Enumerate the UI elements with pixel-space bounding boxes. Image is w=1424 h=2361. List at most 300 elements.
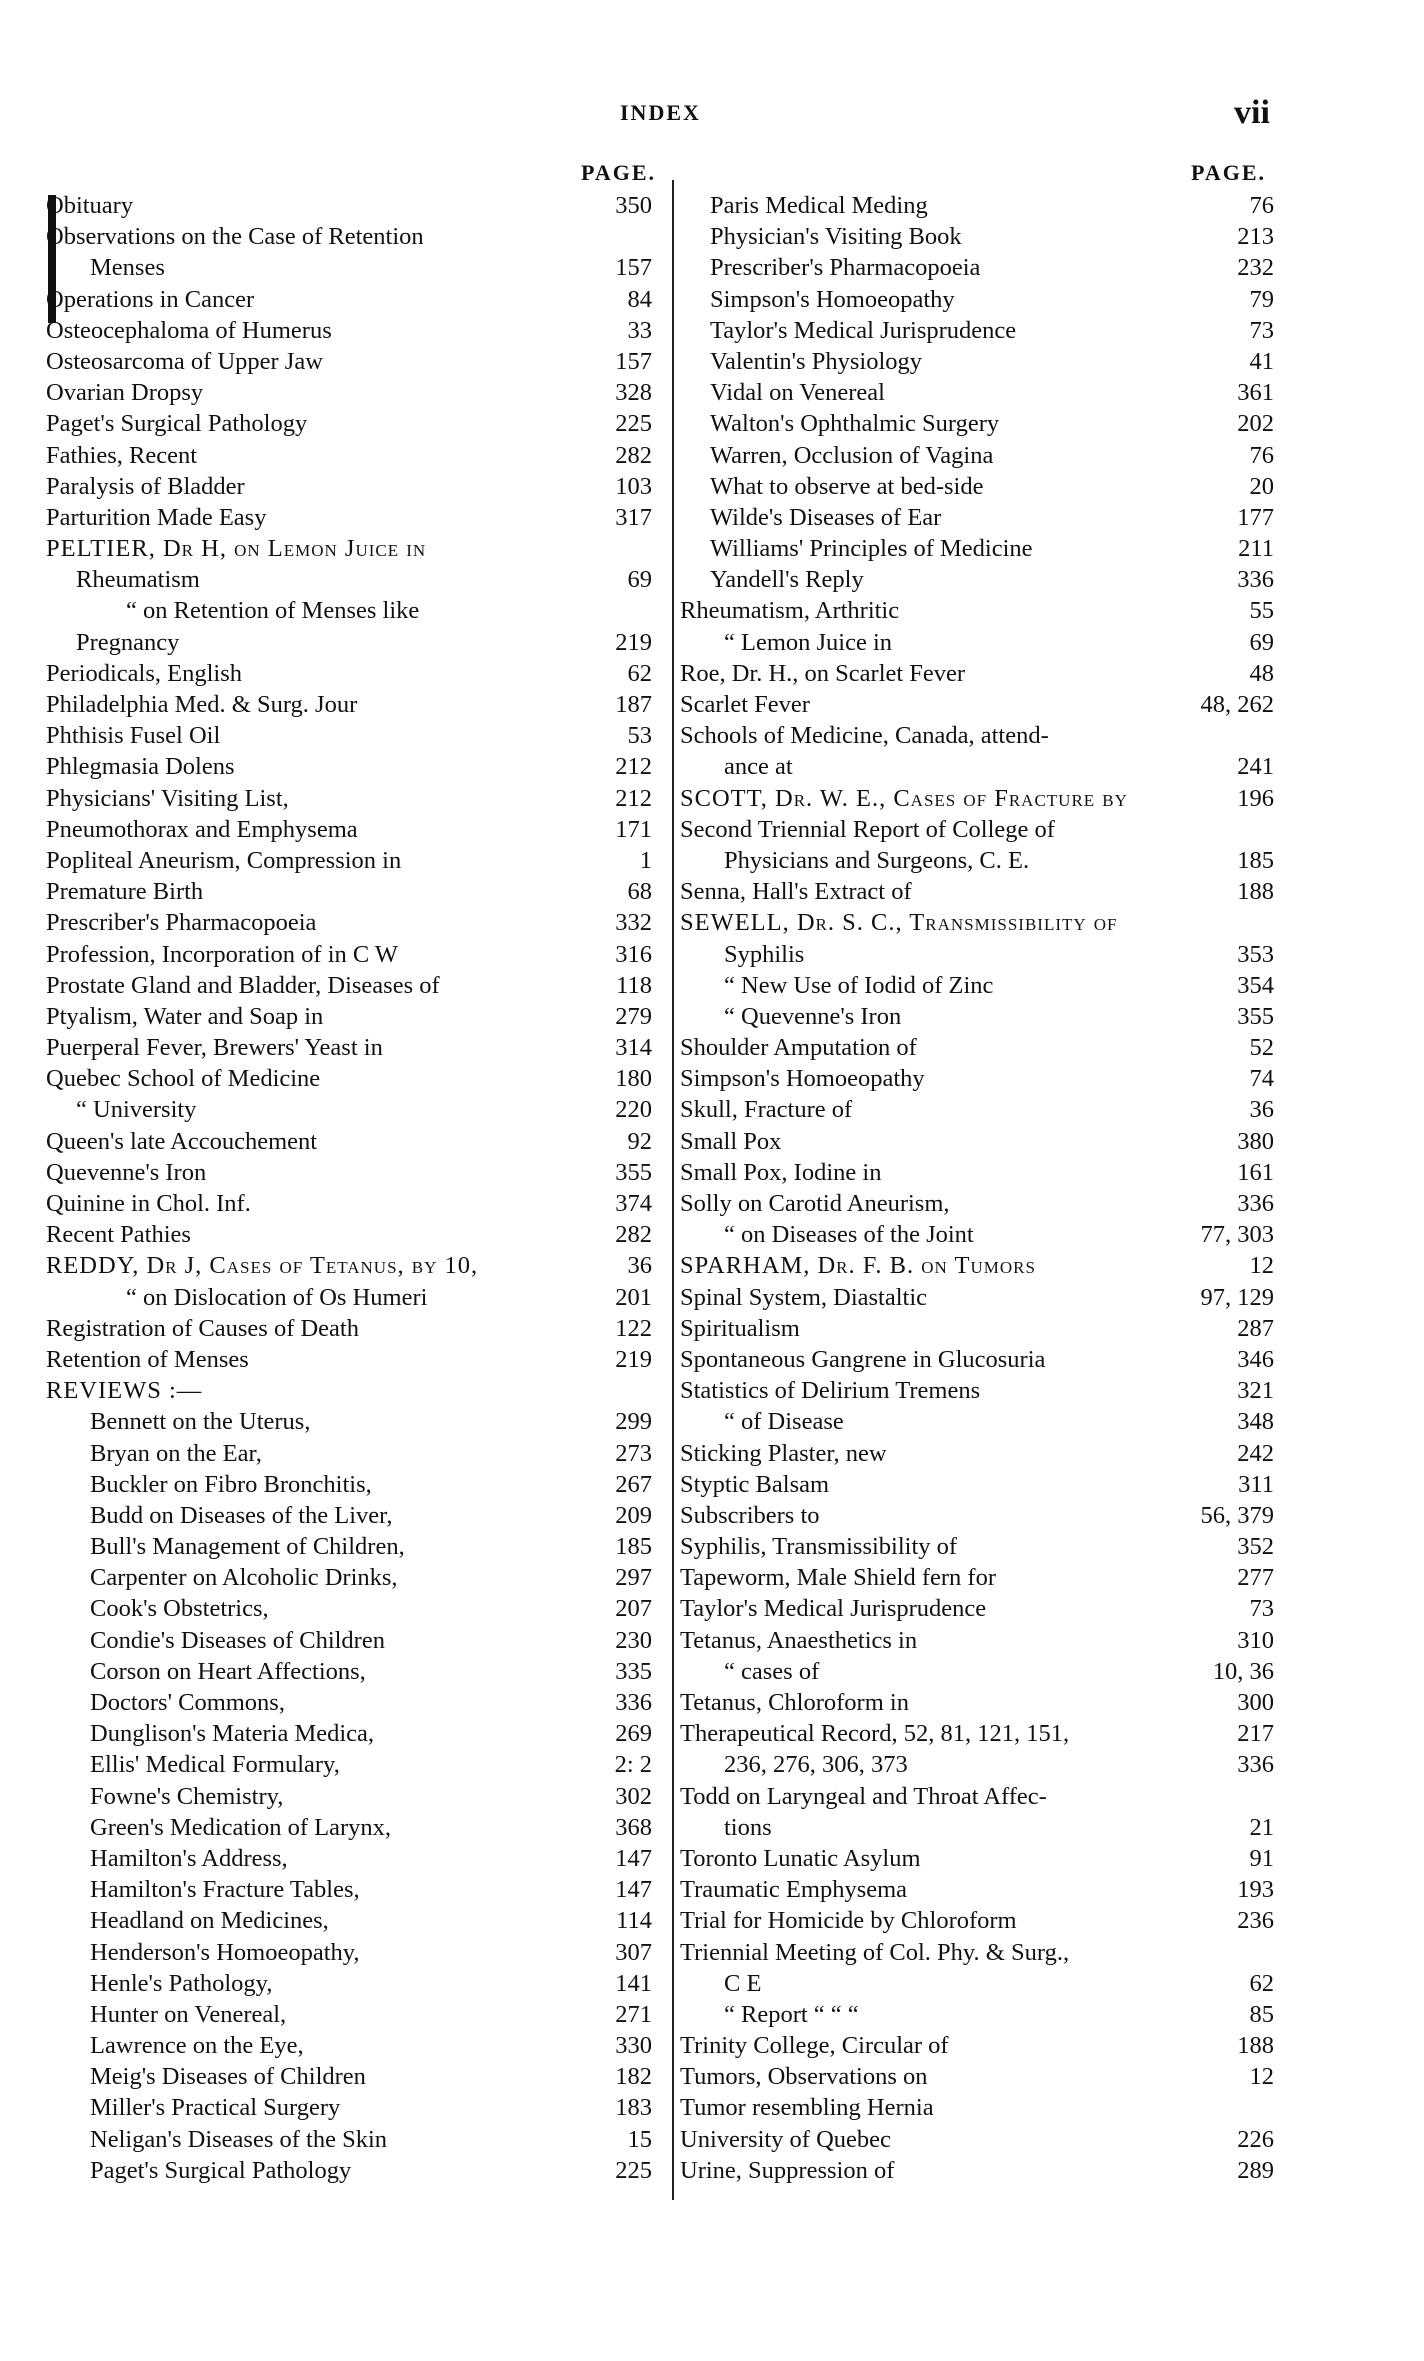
entry-page: 225: [615, 410, 652, 438]
index-entry: [680, 408, 1280, 439]
index-entry: [680, 1344, 1280, 1375]
entry-page: 219: [615, 628, 652, 656]
index-entry: [680, 1749, 1280, 1780]
column-divider: [672, 180, 674, 2200]
entry-page: 201: [615, 1283, 652, 1311]
entry-text: C E: [724, 1969, 762, 1997]
entry-page: 310: [1237, 1626, 1274, 1654]
entry-text: Pneumothorax and Emphysema: [46, 815, 358, 843]
index-entry: [46, 658, 670, 689]
entry-text: Budd on Diseases of the Liver,: [90, 1501, 393, 1529]
entry-text: Physicians' Visiting List,: [46, 784, 289, 812]
entry-page: 230: [615, 1626, 652, 1654]
entry-text: Tapeworm, Male Shield fern for: [680, 1564, 996, 1592]
index-entry: [46, 471, 670, 502]
entry-page: 335: [615, 1657, 652, 1685]
index-entry: [680, 783, 1280, 814]
entry-text: Registration of Causes of Death: [46, 1314, 359, 1342]
index-entry: [680, 689, 1280, 720]
entry-text: Tetanus, Chloroform in: [680, 1689, 909, 1716]
entry-page: 62: [627, 659, 652, 687]
entry-page: 321: [1237, 1377, 1274, 1405]
entry-page: 188: [1237, 878, 1274, 906]
entry-text: REDDY, Dr J, Cases of Tetanus, by 10,: [46, 1252, 479, 1280]
entry-text: SCOTT, Dr. W. E., Cases of Fracture by: [680, 784, 1128, 812]
entry-text: Ovarian Dropsy: [46, 379, 204, 407]
entry-text: Triennial Meeting of Col. Phy. & Surg.,: [680, 1938, 1070, 1966]
entry-page: 147: [615, 1844, 652, 1872]
index-entry: [46, 377, 670, 408]
entry-page: 171: [615, 815, 652, 843]
index-entry: [46, 2030, 670, 2061]
entry-page: 307: [615, 1938, 652, 1966]
entry-text: Tumor resembling Hernia: [680, 2094, 934, 2122]
entry-text: Taylor's Medical Jurisprudence: [680, 1595, 987, 1623]
entry-text: 236, 276, 306, 373: [724, 1751, 908, 1779]
entry-page: 212: [615, 784, 652, 812]
index-entry: [680, 1843, 1280, 1874]
index-entry: [46, 1656, 670, 1687]
index-entry: [680, 939, 1280, 970]
index-entry: [46, 814, 670, 845]
entry-page: 368: [615, 1813, 652, 1841]
entry-page: 55: [1249, 597, 1274, 625]
entry-text: Walton's Ophthalmic Surgery: [710, 410, 1000, 438]
entry-page: 79: [1249, 285, 1274, 313]
index-entry: [680, 1188, 1280, 1219]
entry-page: 56, 379: [1200, 1501, 1274, 1529]
index-entry: [680, 1937, 1280, 1968]
entry-page: 185: [1237, 846, 1274, 874]
entry-page: 317: [615, 503, 652, 531]
index-entry: [680, 595, 1280, 626]
index-entry: [46, 1718, 670, 1749]
index-entry: [680, 315, 1280, 346]
entry-text: PELTIER, Dr H, on Lemon Juice in: [46, 535, 427, 563]
entry-text: SPARHAM, Dr. F. B. on Tumors: [680, 1252, 1036, 1280]
index-entry: [680, 1469, 1280, 1500]
entry-text: Solly on Carotid Aneurism,: [680, 1190, 950, 1217]
entry-text: Carpenter on Alcoholic Drinks,: [90, 1564, 398, 1592]
entry-text: Phlegmasia Dolens: [46, 753, 235, 781]
entry-text: Phthisis Fusel Oil: [46, 722, 221, 750]
entry-text: Vidal on Venereal: [710, 379, 885, 407]
entry-text: Prescriber's Pharmacopoeia: [46, 909, 317, 937]
entry-text: “ on Dislocation of Os Humeri: [126, 1283, 428, 1311]
index-entry: [680, 814, 1280, 845]
entry-page: 48, 262: [1200, 691, 1274, 718]
entry-text: Ptyalism, Water and Soap in: [46, 1002, 324, 1030]
index-entry: [46, 783, 670, 814]
entry-text: Schools of Medicine, Canada, attend-: [680, 722, 1049, 750]
entry-text: Parturition Made Easy: [46, 503, 267, 531]
index-entry: [680, 1874, 1280, 1905]
index-entry: [46, 2092, 670, 2123]
entry-text: Quebec School of Medicine: [46, 1065, 321, 1093]
entry-page: 85: [1249, 2000, 1274, 2028]
entry-page: 20: [1249, 472, 1274, 500]
index-entry: [680, 1999, 1280, 2030]
entry-page: 209: [615, 1501, 652, 1529]
entry-page: 182: [615, 2063, 652, 2091]
index-entry: [46, 1625, 670, 1656]
entry-page: 161: [1237, 1158, 1274, 1186]
index-entry: [680, 1001, 1280, 1032]
index-entry: [46, 440, 670, 471]
entry-page: 336: [1237, 1190, 1274, 1217]
entry-page: 352: [1237, 1533, 1274, 1561]
entry-text: Menses: [90, 254, 165, 282]
entry-text: Paris Medical Meding: [710, 192, 928, 219]
index-entry: [680, 627, 1280, 658]
entry-text: Periodicals, English: [46, 659, 242, 687]
index-entry: [680, 2061, 1280, 2092]
index-entry: [680, 1781, 1280, 1812]
index-entry: [680, 876, 1280, 907]
entry-text: Fowne's Chemistry,: [90, 1782, 284, 1810]
entry-page: 15: [627, 2125, 652, 2153]
entry-text: Bennett on the Uterus,: [90, 1408, 311, 1436]
index-entry: [680, 1687, 1280, 1718]
entry-text: Spiritualism: [680, 1314, 800, 1342]
entry-page: 328: [615, 379, 652, 407]
index-entry: [46, 1375, 670, 1406]
index-entry: [680, 533, 1280, 564]
index-entry: [46, 627, 670, 658]
index-entry: [680, 720, 1280, 751]
entry-page: 157: [615, 254, 652, 282]
entry-text: Hamilton's Fracture Tables,: [90, 1876, 360, 1904]
index-entry: [46, 1937, 670, 1968]
entry-text: Wilde's Diseases of Ear: [710, 503, 942, 531]
index-entry: [46, 907, 670, 938]
entry-page: 73: [1249, 316, 1274, 344]
entry-page: 212: [615, 753, 652, 781]
entry-text: REVIEWS :—: [46, 1377, 203, 1405]
index-entry: [46, 252, 670, 283]
entry-text: “ Lemon Juice in: [724, 628, 893, 656]
index-entry: [680, 1718, 1280, 1749]
entry-page: 220: [615, 1096, 652, 1124]
entry-page: 314: [615, 1034, 652, 1062]
entry-text: tions: [724, 1813, 772, 1841]
entry-page: 73: [1249, 1595, 1274, 1623]
entry-page: 202: [1237, 410, 1274, 438]
entry-page: 302: [615, 1782, 652, 1810]
entry-page: 348: [1237, 1408, 1274, 1436]
entry-page: 52: [1249, 1034, 1274, 1062]
index-entry: [46, 689, 670, 720]
entry-text: Urine, Suppression of: [680, 2156, 895, 2184]
entry-page: 267: [615, 1470, 652, 1498]
entry-text: Syphilis, Transmissibility of: [680, 1533, 958, 1561]
entry-page: 122: [615, 1314, 652, 1342]
index-entry: [46, 1687, 670, 1718]
entry-text: Skull, Fracture of: [680, 1096, 853, 1124]
entry-text: Fathies, Recent: [46, 441, 198, 469]
entry-page: 188: [1237, 2032, 1274, 2060]
entry-page: 62: [1249, 1969, 1274, 1997]
index-entry: [680, 1593, 1280, 1624]
entry-page: 336: [1237, 566, 1274, 594]
entry-page: 1: [639, 846, 652, 874]
entry-text: What to observe at bed-side: [710, 472, 984, 500]
entry-text: “ cases of: [724, 1657, 820, 1685]
entry-text: Operations in Cancer: [46, 285, 255, 313]
entry-text: Tetanus, Anaesthetics in: [680, 1626, 918, 1654]
index-entry: [680, 1562, 1280, 1593]
entry-page: 241: [1237, 753, 1274, 781]
entry-text: Simpson's Homoeopathy: [710, 285, 955, 313]
entry-text: Trial for Homicide by Chloroform: [680, 1907, 1017, 1935]
entry-page: 350: [615, 192, 652, 219]
entry-page: 114: [616, 1907, 652, 1935]
entry-page: 297: [615, 1564, 652, 1592]
entry-text: Prescriber's Pharmacopoeia: [710, 254, 981, 282]
index-entry: [680, 1094, 1280, 1125]
entry-page: 2: 2: [614, 1751, 652, 1779]
entry-text: Osteosarcoma of Upper Jaw: [46, 347, 323, 375]
entry-text: Syphilis: [724, 940, 805, 968]
index-entry: [46, 1313, 670, 1344]
entry-page: 219: [615, 1345, 652, 1373]
entry-page: 225: [615, 2156, 652, 2184]
entry-text: Spinal System, Diastaltic: [680, 1283, 928, 1311]
entry-page: 332: [615, 909, 652, 937]
entry-page: 236: [1237, 1907, 1274, 1935]
entry-page: 277: [1237, 1564, 1274, 1592]
entry-page: 141: [615, 1969, 652, 1997]
entry-text: Physicians and Surgeons, C. E.: [724, 846, 1030, 874]
entry-page: 48: [1249, 659, 1274, 687]
entry-page: 279: [615, 1002, 652, 1030]
index-entry: [680, 2124, 1280, 2155]
right-page-label: PAGE.: [1191, 160, 1266, 185]
entry-page: 69: [627, 566, 652, 594]
entry-page: 354: [1237, 971, 1274, 999]
entry-page: 374: [615, 1190, 652, 1217]
entry-text: Quinine in Chol. Inf.: [46, 1190, 251, 1217]
entry-text: Hamilton's Address,: [90, 1844, 288, 1872]
entry-text: Roe, Dr. H., on Scarlet Fever: [680, 659, 966, 687]
entry-page: 361: [1237, 379, 1274, 407]
entry-text: Valentin's Physiology: [710, 347, 922, 375]
entry-page: 185: [615, 1533, 652, 1561]
entry-page: 12: [1249, 1252, 1274, 1280]
entry-text: Paget's Surgical Pathology: [46, 410, 308, 438]
entry-page: 69: [1249, 628, 1274, 656]
entry-text: Small Pox, Iodine in: [680, 1158, 882, 1186]
index-entry: [680, 2092, 1280, 2123]
entry-text: Styptic Balsam: [680, 1470, 830, 1498]
entry-text: Doctors' Commons,: [90, 1689, 285, 1716]
entry-text: Williams' Principles of Medicine: [710, 535, 1033, 563]
entry-text: University of Quebec: [680, 2125, 891, 2153]
entry-page: 311: [1238, 1470, 1274, 1498]
entry-text: Rheumatism: [76, 566, 200, 594]
index-entry: [46, 346, 670, 377]
entry-page: 41: [1249, 347, 1274, 375]
index-entry: [46, 284, 670, 315]
entry-text: Paralysis of Bladder: [46, 472, 245, 500]
entry-page: 346: [1237, 1345, 1274, 1373]
index-entry: [46, 502, 670, 533]
entry-text: Subscribers to: [680, 1501, 820, 1529]
index-entry: [46, 1469, 670, 1500]
entry-text: Scarlet Fever: [680, 691, 810, 718]
entry-page: 36: [1249, 1096, 1274, 1124]
index-entry: [46, 1001, 670, 1032]
index-entry: [680, 2155, 1280, 2186]
entry-text: Pregnancy: [76, 628, 180, 656]
index-entry: [46, 2155, 670, 2186]
entry-page: 355: [615, 1158, 652, 1186]
index-entry: [46, 845, 670, 876]
entry-page: 10, 36: [1212, 1657, 1274, 1685]
entry-text: Quevenne's Iron: [46, 1158, 207, 1186]
index-entry: [680, 2030, 1280, 2061]
index-entry: [46, 1874, 670, 1905]
index-entry: [46, 595, 670, 626]
index-entry: [680, 377, 1280, 408]
entry-text: “ on Retention of Menses like: [126, 597, 420, 625]
entry-page: 196: [1237, 784, 1274, 812]
index-entry: [46, 1999, 670, 2030]
index-entry: [680, 1032, 1280, 1063]
index-entry: [46, 1531, 670, 1562]
index-entry: [680, 471, 1280, 502]
index-entry: [46, 1094, 670, 1125]
entry-text: “ New Use of Iodid of Zinc: [724, 971, 994, 999]
entry-text: Lawrence on the Eye,: [90, 2032, 304, 2060]
entry-page: 380: [1237, 1127, 1274, 1155]
entry-text: Therapeutical Record, 52, 81, 121, 151,: [680, 1720, 1070, 1748]
entry-text: Physician's Visiting Book: [710, 223, 962, 251]
index-entry: [680, 1375, 1280, 1406]
index-entry: [680, 284, 1280, 315]
entry-page: 77, 303: [1200, 1221, 1274, 1249]
entry-page: 157: [615, 347, 652, 375]
page-title: INDEX: [620, 100, 701, 125]
entry-text: Taylor's Medical Jurisprudence: [710, 316, 1017, 344]
index-entry: [46, 1344, 670, 1375]
entry-page: 92: [627, 1127, 652, 1155]
entry-text: Spontaneous Gangrene in Glucosuria: [680, 1345, 1046, 1373]
entry-text: “ Quevenne's Iron: [724, 1002, 902, 1030]
index-entry: [46, 533, 670, 564]
entry-text: Headland on Medicines,: [90, 1907, 329, 1935]
index-entry: [46, 1593, 670, 1624]
entry-text: Warren, Occlusion of Vagina: [710, 441, 994, 469]
index-entry: [46, 970, 670, 1001]
entry-text: Queen's late Accouchement: [46, 1127, 318, 1155]
index-entry: [46, 1781, 670, 1812]
entry-text: Buckler on Fibro Bronchitis,: [90, 1470, 372, 1498]
index-entry: [680, 1905, 1280, 1936]
entry-text: SEWELL, Dr. S. C., Transmissibility of: [680, 909, 1118, 937]
entry-page: 97, 129: [1200, 1283, 1274, 1311]
index-entry: [46, 1282, 670, 1313]
entry-text: Tumors, Observations on: [680, 2063, 928, 2091]
index-entry: [46, 221, 670, 252]
entry-page: 118: [616, 971, 652, 999]
index-entry: [46, 2061, 670, 2092]
entry-text: Retention of Menses: [46, 1345, 249, 1373]
index-entry: [680, 1250, 1280, 1281]
right-column: [680, 160, 1280, 2186]
entry-text: Small Pox: [680, 1127, 782, 1155]
entry-text: Popliteal Aneurism, Compression in: [46, 846, 402, 874]
entry-text: Statistics of Delirium Tremens: [680, 1377, 981, 1405]
index-entry: [680, 1282, 1280, 1313]
entry-page: 226: [1237, 2125, 1274, 2153]
index-entry: [680, 1126, 1280, 1157]
entry-text: “ Report “ “ “: [724, 2000, 859, 2028]
entry-page: 84: [627, 285, 652, 313]
left-column: [46, 160, 670, 2186]
entry-page: 232: [1237, 254, 1274, 282]
entry-page: 316: [615, 940, 652, 968]
index-entry: [46, 1500, 670, 1531]
entry-text: Rheumatism, Arthritic: [680, 597, 900, 625]
entry-text: Bryan on the Ear,: [90, 1439, 262, 1467]
entry-page: 211: [1238, 535, 1274, 563]
entry-text: Miller's Practical Surgery: [90, 2094, 341, 2122]
index-entry: [46, 315, 670, 346]
entry-text: Neligan's Diseases of the Skin: [90, 2125, 388, 2153]
entry-page: 273: [615, 1439, 652, 1467]
index-entry: [680, 1968, 1280, 1999]
entry-page: 91: [1249, 1844, 1274, 1872]
entry-text: ance at: [724, 753, 793, 781]
entry-page: 68: [627, 878, 652, 906]
entry-page: 207: [615, 1595, 652, 1623]
index-entry: [680, 1531, 1280, 1562]
index-entry: [46, 1812, 670, 1843]
index-entry: [46, 1562, 670, 1593]
entry-text: Premature Birth: [46, 878, 204, 906]
index-entry: [46, 1126, 670, 1157]
entry-text: Ellis' Medical Formulary,: [90, 1751, 340, 1779]
entry-text: Trinity College, Circular of: [680, 2032, 949, 2060]
entry-page: 289: [1237, 2156, 1274, 2184]
index-entry: [680, 1219, 1280, 1250]
index-entry: [680, 252, 1280, 283]
entry-text: Condie's Diseases of Children: [90, 1626, 385, 1654]
entry-page: 336: [615, 1689, 652, 1716]
index-entry: [680, 1500, 1280, 1531]
page-number: vii: [1234, 94, 1270, 131]
entry-text: Shoulder Amputation of: [680, 1034, 917, 1062]
index-entry: [680, 564, 1280, 595]
index-entry: [46, 1749, 670, 1780]
index-entry: [680, 1812, 1280, 1843]
index-entry: [680, 907, 1280, 938]
entry-page: 76: [1249, 441, 1274, 469]
entry-text: Simpson's Homoeopathy: [680, 1065, 925, 1093]
entry-text: Philadelphia Med. & Surg. Jour: [46, 691, 358, 718]
entry-text: Hunter on Venereal,: [90, 2000, 287, 2028]
entry-text: Sticking Plaster, new: [680, 1439, 887, 1467]
entry-page: 300: [1237, 1689, 1274, 1716]
entry-page: 269: [615, 1720, 652, 1748]
left-page-label: PAGE.: [581, 160, 656, 185]
index-entry: [46, 564, 670, 595]
entry-page: 33: [627, 316, 652, 344]
index-entry: [46, 1157, 670, 1188]
index-entry: [680, 1406, 1280, 1437]
left-entry-list: [46, 190, 670, 2186]
